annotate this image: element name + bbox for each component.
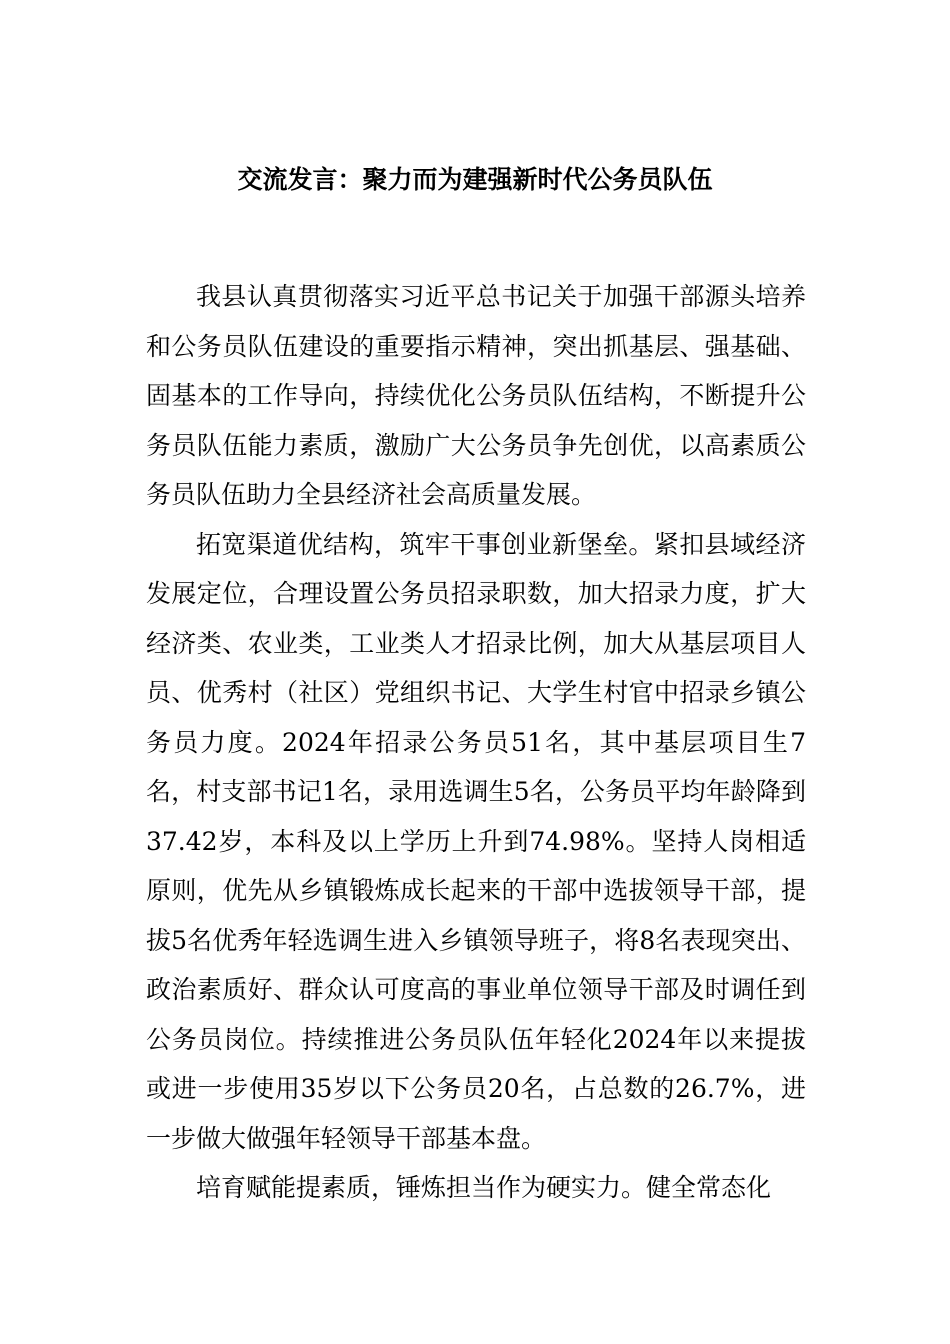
document-title: 交流发言：聚力而为建强新时代公务员队伍: [237, 165, 713, 194]
paragraph-intro: 我县认真贯彻落实习近平总书记关于加强干部源头培养和公务员队伍建设的重要指示精神，突出抓基层、强基础、固基本的工作导向，持续优化公务员队伍结构，不断提升公务员队伍能力素质，激励广大公务员争先创优，以高素质公务员队伍助力全县经济社会高质量发展。: [146, 282, 806, 509]
document-body: [146, 272, 806, 1213]
paragraph-structure: 拓宽渠道优结构，筑牢干事创业新堡垒。紧扣县域经济发展定位，合理设置公务员招录职数，加大招录力度，扩大经济类、农业类，工业类人才招录比例，加大从基层项目人员、优秀村（社区）党组织书记、大学生村官中招录乡镇公务员力度。2024年招录公务员51名，其中基层项目生7名，村支部书记1名，录用选调生5名，公务员平均年龄降到37.42岁，本科及以上学历上升到74.98%。坚持人岗相适原则，优先从乡镇锻炼成长起来的干部中选拔领导干部，提拔5名优秀年轻选调生进入乡镇领导班子，将8名表现突出、政治素质好、群众认可度高的事业单位领导干部及时调任到公务员岗位。持续推进公务员队伍年轻化2024年以来提拔或进一步使用35岁以下公务员20名，占总数的26.7%，进一步做大做强年轻领导干部基本盘。: [146, 529, 806, 1153]
paragraph-training: 培育赋能提素质，锤炼担当作为硬实力。健全常态化: [196, 1173, 772, 1202]
